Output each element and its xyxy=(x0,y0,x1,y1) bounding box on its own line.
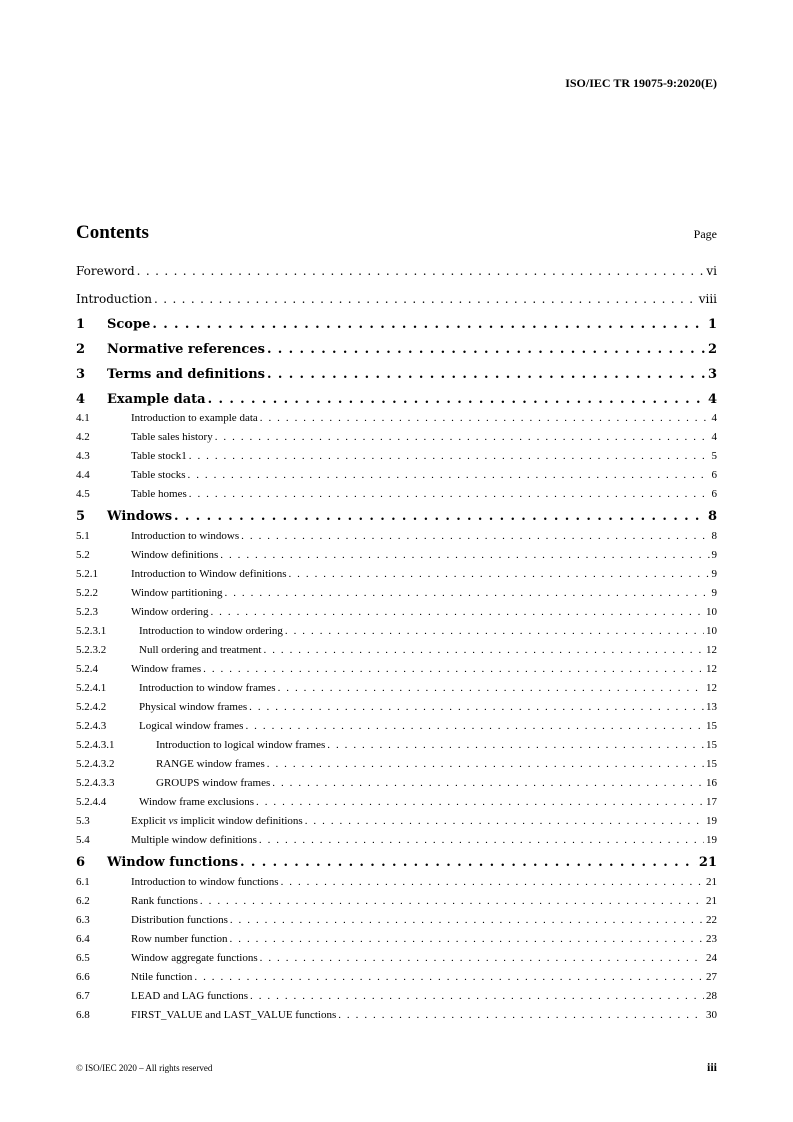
toc-entry-number: 5.2.4.3.2 xyxy=(76,758,115,770)
toc-entry-label: Logical window frames xyxy=(139,720,244,732)
page-column-label: Page xyxy=(693,227,717,241)
toc-entry-label: Row number function xyxy=(131,933,228,945)
dot-leader xyxy=(200,893,704,909)
toc-entry-page: 1 xyxy=(707,317,717,332)
toc-entry-label: Normative references xyxy=(107,342,265,357)
toc-entry[interactable] xyxy=(76,931,717,947)
toc-entry-number: 6.8 xyxy=(76,1009,90,1021)
toc-entry[interactable] xyxy=(76,775,717,791)
toc-entry-label: Introduction xyxy=(76,292,152,306)
dot-leader xyxy=(154,291,697,307)
toc-entry-label: Window aggregate functions xyxy=(131,952,258,964)
toc-entry-page: 30 xyxy=(706,1009,717,1021)
toc-entry-number: 5.2.3 xyxy=(76,606,98,618)
toc-entry-page: 8 xyxy=(711,530,717,542)
toc-entry-page: 28 xyxy=(706,990,717,1002)
toc-entry-number: 4.2 xyxy=(76,431,90,443)
toc-entry-page: 27 xyxy=(706,971,717,983)
toc-entry-label: Introduction to Window definitions xyxy=(131,568,287,580)
toc-entry-page: 22 xyxy=(706,914,717,926)
toc-entry-page: 4 xyxy=(711,412,717,424)
toc-entry-number: 6 xyxy=(76,855,86,870)
toc-entry-number: 5.3 xyxy=(76,815,90,827)
toc-entry-number: 5.2.1 xyxy=(76,568,98,580)
toc-entry-number: 5.1 xyxy=(76,530,90,542)
dot-leader xyxy=(327,737,704,753)
dot-leader xyxy=(188,467,710,483)
toc-entry-label: Introduction to logical window frames xyxy=(156,739,326,751)
toc-entry[interactable] xyxy=(76,855,717,871)
dot-leader xyxy=(203,661,704,677)
dot-leader xyxy=(281,874,704,890)
toc-entry[interactable] xyxy=(76,429,717,445)
dot-leader xyxy=(174,509,706,525)
dot-leader xyxy=(230,912,704,928)
toc-entry[interactable] xyxy=(76,291,717,307)
toc-entry-page: 5 xyxy=(711,450,717,462)
toc-entry-page: 12 xyxy=(706,682,717,694)
toc-entry-page: 15 xyxy=(706,758,717,770)
toc-entry[interactable] xyxy=(76,699,717,715)
toc-entry[interactable] xyxy=(76,737,717,753)
toc-entry[interactable] xyxy=(76,317,717,333)
toc-entry-number: 6.3 xyxy=(76,914,90,926)
toc-entry-number: 5.2.3.1 xyxy=(76,625,107,637)
toc-entry[interactable] xyxy=(76,604,717,620)
toc-entry[interactable] xyxy=(76,1007,717,1023)
toc-entry-label: Window frame exclusions xyxy=(139,796,255,808)
toc-entry-page: 6 xyxy=(711,488,717,500)
toc-entry-label: Example data xyxy=(107,392,206,407)
toc-entry-number: 5.2.3.2 xyxy=(76,644,107,656)
page-footer xyxy=(76,1060,717,1075)
toc-entry[interactable] xyxy=(76,410,717,426)
toc-entry[interactable] xyxy=(76,623,717,639)
dot-leader xyxy=(285,623,704,639)
toc-entry-label: Table stocks xyxy=(131,469,186,481)
toc-entry-label: Physical window frames xyxy=(139,701,248,713)
toc-entry-label: Null ordering and treatment xyxy=(139,644,262,656)
toc-entry[interactable] xyxy=(76,661,717,677)
toc-entry-page: 12 xyxy=(706,644,717,656)
dot-leader xyxy=(256,794,704,810)
toc-entry-page: 10 xyxy=(706,606,717,618)
toc-entry-page: 19 xyxy=(706,834,717,846)
toc-entry-label: Windows xyxy=(107,509,173,524)
toc-entry[interactable] xyxy=(76,642,717,658)
toc-entry-page: 15 xyxy=(706,720,717,732)
dot-leader xyxy=(245,718,704,734)
toc-entry-label: Window definitions xyxy=(131,549,219,561)
toc-entry-number: 5.2.2 xyxy=(76,587,98,599)
toc-entry-page: 21 xyxy=(698,855,717,870)
toc-entry[interactable] xyxy=(76,969,717,985)
toc-entry-number: 5.2.4.4 xyxy=(76,796,107,808)
dot-leader xyxy=(215,429,710,445)
toc-entry-number: 5.2.4.3 xyxy=(76,720,107,732)
toc-entry-label: Table sales history xyxy=(131,431,213,443)
document-id: ISO/IEC TR 19075-9:2020(E) xyxy=(565,76,717,90)
toc-entry-number: 5.2 xyxy=(76,549,90,561)
toc-entry-page: 21 xyxy=(706,876,717,888)
toc-entry-page: 9 xyxy=(711,568,717,580)
toc-entry[interactable] xyxy=(76,367,717,383)
page-number: iii xyxy=(706,1060,717,1074)
dot-leader xyxy=(241,528,709,544)
toc-entry-label: Window ordering xyxy=(131,606,209,618)
toc-entry-number: 6.7 xyxy=(76,990,90,1002)
toc-entry[interactable] xyxy=(76,585,717,601)
toc-entry-page: 13 xyxy=(706,701,717,713)
toc-entry-label: RANGE window frames xyxy=(156,758,265,770)
toc-entry-number: 6.2 xyxy=(76,895,90,907)
dot-leader xyxy=(230,931,704,947)
toc-entry-page: 4 xyxy=(707,392,717,407)
dot-leader xyxy=(208,392,706,408)
toc-entry[interactable] xyxy=(76,342,717,358)
toc-entry-label: Foreword xyxy=(76,264,135,278)
toc-entry[interactable] xyxy=(76,263,717,279)
toc-entry-number: 4.3 xyxy=(76,450,90,462)
dot-leader xyxy=(152,317,706,333)
toc-entry-number: 2 xyxy=(76,342,86,357)
dot-leader xyxy=(210,604,704,620)
toc-entry-page: 2 xyxy=(707,342,717,357)
toc-entry[interactable] xyxy=(76,392,717,408)
dot-leader xyxy=(259,832,704,848)
toc-entry-page: 19 xyxy=(706,815,717,827)
toc-entry[interactable] xyxy=(76,988,717,1004)
toc-entry-label: Window frames xyxy=(131,663,202,675)
toc-entry-page: 4 xyxy=(711,431,717,443)
toc-entry-label: Window functions xyxy=(107,855,239,870)
toc-entry-page: 8 xyxy=(707,509,717,524)
toc-entry-page: 16 xyxy=(706,777,717,789)
contents-title: Contents xyxy=(76,222,149,243)
toc-entry-label: FIRST_VALUE and LAST_VALUE functions xyxy=(131,1009,337,1021)
toc-entry-page: 15 xyxy=(706,739,717,751)
contents-heading-row xyxy=(76,222,717,244)
dot-leader xyxy=(189,448,710,464)
toc-entry-number: 4.4 xyxy=(76,469,90,481)
dot-leader xyxy=(240,855,697,871)
toc-entry-label: LEAD and LAG functions xyxy=(131,990,249,1002)
toc-entry[interactable] xyxy=(76,950,717,966)
toc-entry-page: vi xyxy=(706,264,717,278)
toc-entry-number: 6.4 xyxy=(76,933,90,945)
dot-leader xyxy=(264,642,705,658)
toc-entry-label: Table homes xyxy=(131,488,187,500)
toc-entry-page: 6 xyxy=(711,469,717,481)
dot-leader xyxy=(137,263,705,279)
toc-entry-label: Introduction to window functions xyxy=(131,876,279,888)
toc-entry-label: Window partitioning xyxy=(131,587,223,599)
toc-entry-label: Ntile function xyxy=(131,971,193,983)
dot-leader xyxy=(278,680,704,696)
dot-leader xyxy=(260,950,704,966)
dot-leader xyxy=(267,342,706,358)
toc-entry-label: Table stock1 xyxy=(131,450,187,462)
dot-leader xyxy=(272,775,704,791)
toc-entry-page: 21 xyxy=(706,895,717,907)
dot-leader xyxy=(288,566,709,582)
toc-entry-number: 5.2.4.3.1 xyxy=(76,739,115,751)
toc-entry-label: Introduction to example data xyxy=(131,412,258,424)
dot-leader xyxy=(250,988,704,1004)
toc-entry-number: 5.2.4.3.3 xyxy=(76,777,115,789)
dot-leader xyxy=(225,585,710,601)
toc-entry[interactable] xyxy=(76,874,717,890)
toc-entry-number: 6.5 xyxy=(76,952,90,964)
toc-entry-number: 5.4 xyxy=(76,834,90,846)
toc-entry-number: 5.2.4 xyxy=(76,663,98,675)
toc-entry[interactable] xyxy=(76,718,717,734)
toc-entry[interactable] xyxy=(76,528,717,544)
toc-entry-label: Scope xyxy=(107,317,151,332)
toc-entry[interactable] xyxy=(76,912,717,928)
toc-entry[interactable] xyxy=(76,547,717,563)
toc-entry[interactable] xyxy=(76,448,717,464)
toc-entry-label: Distribution functions xyxy=(131,914,228,926)
toc-entry[interactable] xyxy=(76,813,717,829)
toc-entry-number: 3 xyxy=(76,367,86,382)
toc-entry[interactable] xyxy=(76,680,717,696)
toc-entry[interactable] xyxy=(76,509,717,525)
toc-entry-number: 4 xyxy=(76,392,86,407)
toc-entry-label: Introduction to windows xyxy=(131,530,240,542)
toc-entry-number: 4.1 xyxy=(76,412,90,424)
toc-entry-number: 5 xyxy=(76,509,86,524)
toc-entry-page: 10 xyxy=(706,625,717,637)
dot-leader xyxy=(267,367,706,383)
toc-entry-number: 1 xyxy=(76,317,86,332)
toc-entry-page: 24 xyxy=(706,952,717,964)
toc-entry[interactable] xyxy=(76,832,717,848)
toc-entry-number: 5.2.4.2 xyxy=(76,701,107,713)
dot-leader xyxy=(194,969,704,985)
dot-leader xyxy=(338,1007,704,1023)
toc-entry-page: 3 xyxy=(707,367,717,382)
toc-entry[interactable] xyxy=(76,756,717,772)
dot-leader xyxy=(260,410,710,426)
toc-entry-label: Rank functions xyxy=(131,895,198,907)
toc-entry-number: 6.1 xyxy=(76,876,90,888)
dot-leader xyxy=(305,813,704,829)
copyright-notice: © ISO/IEC 2020 – All rights reserved xyxy=(76,1063,213,1073)
toc-entry-label: Introduction to window ordering xyxy=(139,625,283,637)
dot-leader xyxy=(220,547,709,563)
toc-entry-number: 4.5 xyxy=(76,488,90,500)
toc-entry-label: GROUPS window frames xyxy=(156,777,271,789)
toc-entry[interactable] xyxy=(76,566,717,582)
toc-entry-label: Explicit vs implicit window definitions xyxy=(131,815,303,827)
toc-entry-label: Multiple window definitions xyxy=(131,834,257,846)
toc-entry-page: 12 xyxy=(706,663,717,675)
toc-entry-page: 9 xyxy=(711,549,717,561)
toc-entry[interactable] xyxy=(76,467,717,483)
toc-entry-number: 6.6 xyxy=(76,971,90,983)
dot-leader xyxy=(267,756,704,772)
dot-leader xyxy=(249,699,704,715)
toc-entry[interactable] xyxy=(76,486,717,502)
toc-entry-number: 5.2.4.1 xyxy=(76,682,107,694)
toc-entry-label: Terms and definitions xyxy=(107,367,265,382)
dot-leader xyxy=(189,486,710,502)
toc-entry-page: 17 xyxy=(706,796,717,808)
toc-entry-label: Introduction to window frames xyxy=(139,682,276,694)
toc-entry[interactable] xyxy=(76,893,717,909)
toc-entry-page: 23 xyxy=(706,933,717,945)
toc-entry-page: viii xyxy=(698,292,717,306)
toc-entry-page: 9 xyxy=(711,587,717,599)
toc-entry[interactable] xyxy=(76,794,717,810)
